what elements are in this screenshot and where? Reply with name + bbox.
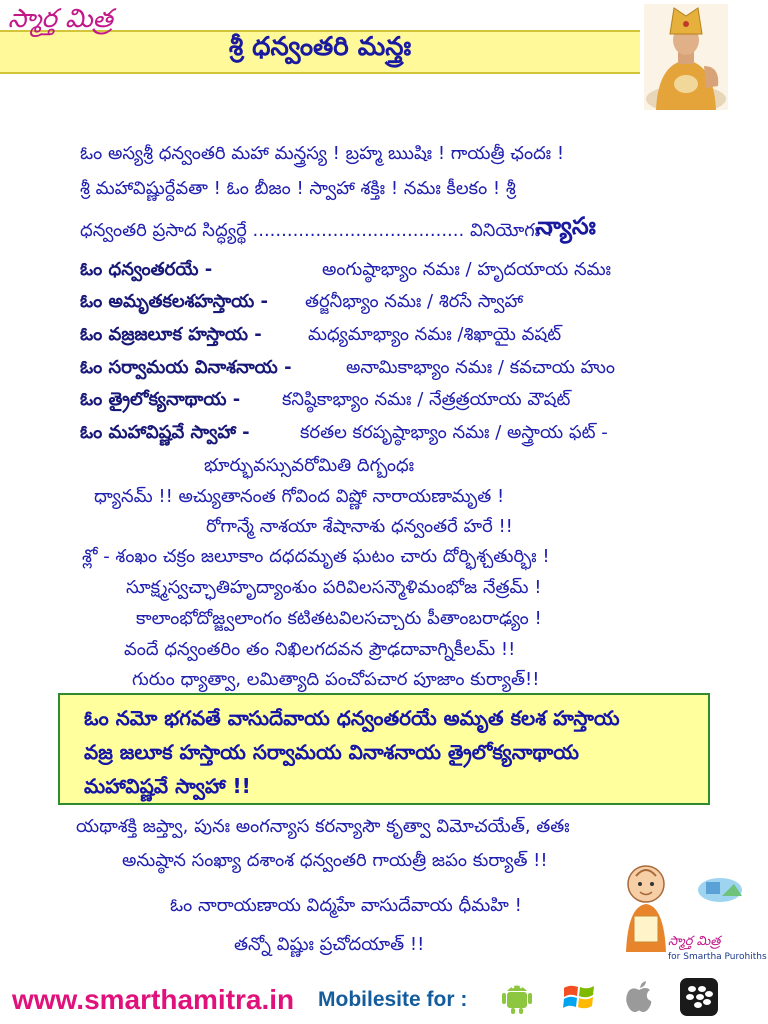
windows-icon[interactable] xyxy=(560,978,598,1016)
apple-icon[interactable] xyxy=(620,978,658,1016)
website-link[interactable]: www.smarthamitra.in xyxy=(12,984,295,1015)
dhyanam-line-1: ధ్యానమ్ !! అచ్యుతానంత గోవింద విష్ణో నారాయణామృత ! xyxy=(94,486,505,507)
digbandha-line: భూర్భువస్సువరోమితి దిగ్బంధః xyxy=(204,455,415,476)
nyasa-right-2: తర్జనీభ్యాం నమః / శిరసే స్వాహా xyxy=(305,291,524,312)
brand-logo-text: స్మార్త మిత్ర xyxy=(8,4,113,34)
nyasa-left-5: ఓం త్రైలోక్యనాథాయ - xyxy=(80,389,241,410)
nyasa-heading: న్యాసః xyxy=(536,212,596,240)
blackberry-icon[interactable] xyxy=(680,978,718,1016)
nyasa-right-5: కనిష్ఠికాభ్యాం నమః / నేత్రత్రయాయ వౌషట్ xyxy=(282,389,571,410)
mantra-line-1: ఓం నమో భగవతే వాసుదేవాయ ధన్వంతరయే అమృత కలశ హస్తాయ xyxy=(84,706,620,730)
deity-image xyxy=(644,4,728,110)
dhyanam-line-2: రోగాన్మే నాశయా శేషానాశు ధన్వంతరే హరే !! xyxy=(206,516,513,537)
page-title: శ్రీ ధన్వంతరి మన్త్రః xyxy=(228,32,412,62)
mascot-subtitle: for Smartha Purohiths xyxy=(668,952,767,962)
intro-line-1: ఓం అస్యశ్రీ ధన్వంతరి మహా మన్త్రస్య ! బ్రహ్మ ఋషిః ! గాయత్రీ ఛందః ! xyxy=(80,143,565,164)
mobilesite-label: Mobilesite for : xyxy=(318,988,468,1011)
mascot-label: స్మార్త మిత్ర xyxy=(668,934,721,949)
nyasa-right-6: కరతల కరపృష్ఠాభ్యాం నమః / అస్త్రాయ ఫట్ - xyxy=(300,422,608,443)
gayatri-line-2: తన్నో విష్ణుః ప్రచోదయాత్ !! xyxy=(234,934,425,955)
closing-line-2: అనుష్ఠాన సంఖ్యా దశాంశ ధన్వంతరి గాయత్రీ జపం కుర్యాత్ !! xyxy=(122,850,548,871)
shloka-line-2: సూక్ష్మస్వచ్ఛాతిహృద్యాంశుం పరివిలసన్మౌళిమంభోజ నేత్రమ్ ! xyxy=(126,577,542,598)
nyasa-left-2: ఓం అమృతకలశహస్తాయ - xyxy=(80,291,269,312)
mantra-line-3: మహావిష్ణవే స్వాహా !! xyxy=(84,774,251,798)
panchopachara-line: గురుం ధ్యాత్వా, లమిత్యాది పంచోపచార పూజాం కుర్యాత్!! xyxy=(132,669,540,690)
closing-line-1: యథాశక్తి జప్త్వా, పునః అంగన్యాస కరన్యాసౌ కృత్వా విమోచయేత్, తతః xyxy=(76,816,570,837)
intro-line-2: శ్రీ మహావిష్ణుర్దేవతా ! ఓం బీజం ! స్వాహా శక్తిః ! నమః కీలకం ! శ్రీ xyxy=(80,178,516,199)
nyasa-left-1: ఓం ధన్వంతరయే - xyxy=(80,259,213,280)
shloka-line-4: వందే ధన్వంతరిం తం నిఖిలగదవన ప్రౌఢదావాగ్నికీలమ్ !! xyxy=(124,639,516,660)
android-icon[interactable] xyxy=(498,978,536,1016)
nyasa-right-3: మధ్యమాభ్యాం నమః /శిఖాయై వషట్ xyxy=(308,324,562,345)
nyasa-left-4: ఓం సర్వామయ వినాశనాయ - xyxy=(80,357,292,378)
nyasa-right-4: అనామికాభ్యాం నమః / కవచాయ హుం xyxy=(346,357,616,378)
shloka-line-1: శ్లో - శంఖం చక్రం జలూకాం దధదమృత ఘటం చారు దోర్భిశ్చతుర్భిః ! xyxy=(82,546,550,567)
nyasa-left-3: ఓం వజ్రజలూక హస్తాయ - xyxy=(80,324,262,345)
intro-line-3: ధన్వంతరి ప్రసాద సిద్ధ్యర్థే ..................................... వినియోగః ! xyxy=(80,220,554,241)
gayatri-line-1: ఓం నారాయణాయ విద్మహే వాసుదేవాయ ధీమహి ! xyxy=(170,895,522,916)
shloka-line-3: కాలాంభోదోజ్జ్వలాంగం కటితటవిలసచ్చారు పీతాంబరాఢ్యం ! xyxy=(136,608,542,629)
mantra-line-2: వజ్ర జలూక హస్తాయ సర్వామయ వినాశనాయ త్రైలోక్యనాథాయ xyxy=(84,740,579,764)
nyasa-right-1: అంగుష్ఠాభ్యాం నమః / హృదయాయ నమః xyxy=(322,259,611,280)
nyasa-left-6: ఓం మహావిష్ణవే స్వాహా - xyxy=(80,422,250,443)
